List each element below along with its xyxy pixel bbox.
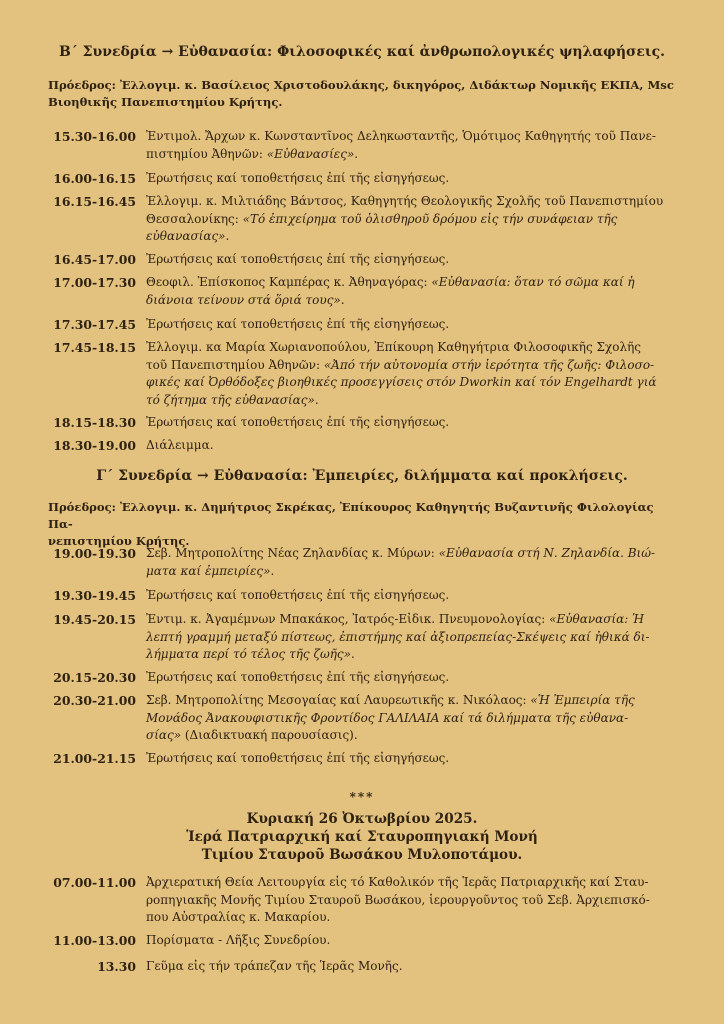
text-line: τό ζήτημα τῆς εὐθανασίας». [146,392,319,407]
time-slot: 17.30-17.45 [53,317,136,332]
item-text [146,170,682,188]
text-line: Πορίσματα - Λῆξις Συνεδρίου. [146,933,331,947]
text-line: φικές καί Ὀρθόδοξες βιοηθικές προσεγγίσεις στόν Dworkin καί τόν Engelhardt γιά [146,375,657,389]
text-line: σίας» (Διαδικτυακή παρουσίασις). [146,728,358,742]
text-line: Διάλειμμα. [146,438,214,452]
time-slot: 07.00-11.00 [53,875,136,890]
time-slot: 20.15-20.30 [53,670,136,685]
time-slot: 21.00-21.15 [53,751,136,766]
sunday-date: Κυριακή 26 Ὀκτωβρίου 2025. [246,811,478,827]
session-c-chair-line-1 [48,499,680,533]
sunday-venue-line-2: Τιμίου Σταυροῦ Βωσάκου Μυλοποτάμου. [201,847,523,863]
time-slot: 18.30-19.00 [53,438,136,453]
text-line: πιστημίου Ἀθηνῶν: «Εὐθανασίες». [146,146,359,161]
text-line: Ἐρωτήσεις καί τοποθετήσεις ἐπί τῆς εἰσηγήσεως. [146,317,450,331]
session-c-title: Γ΄ Συνεδρία → Εὐθανασία: Ἐμπειρίες, διλήμματα καί προκλήσεις. [96,468,628,484]
item-text [146,128,682,163]
session-b-chair-line-2: Βιοηθικῆς Πανεπιστημίου Κρήτης. [48,95,283,109]
text-line: Ἐρωτήσεις καί τοποθετήσεις ἐπί τῆς εἰσηγήσεως. [146,751,450,765]
session-b-chair-name: Ἐλλογιμ. κ. Βασίλειος Χριστοδουλάκης, δικηγόρος, Διδάκτωρ Νομικῆς ΕΚΠΑ, Msc [120,78,674,92]
text-line: Σεβ. Μητροπολίτης Νέας Ζηλανδίας κ. Μύρων: «Εὐθανασία στή Ν. Ζηλανδία. Βιώ- [146,546,656,560]
item-text [146,611,682,664]
section-separator: *** [349,790,375,804]
time-slot: 11.00-13.00 [53,933,136,948]
text-line: διάνοια τείνουν στά ὅριά τους». [146,292,345,307]
time-slot: 19.00-19.30 [53,546,136,561]
item-text [146,339,682,409]
text-line: τοῦ Πανεπιστημίου Ἀθηνῶν: «Ἀπό τήν αὐτονομία στήν ἱερότητα τῆς ζωῆς: Φιλοσο- [146,357,655,372]
time-slot: 17.45-18.15 [53,340,136,355]
time-slot: 19.30-19.45 [53,588,136,603]
text-line: λεπτή γραμμή μεταξύ πίστεως, ἐπιστήμης καί ἀξιοπρεπείας-Σκέψεις καί ἠθικά δι- [146,629,650,644]
item-text [146,587,682,605]
text-line: ροπηγιακῆς Μονῆς Τιμίου Σταυροῦ Βωσάκου, ἱερουργοῦντος τοῦ Σεβ. Ἀρχιεπισκό- [146,892,650,907]
text-line: Ἐρωτήσεις καί τοποθετήσεις ἐπί τῆς εἰσηγήσεως. [146,588,450,602]
text-line: Γεῦμα εἰς τήν τράπεζαν τῆς Ἱερᾶς Μονῆς. [146,959,403,973]
time-slot: 20.30-21.00 [53,693,136,708]
session-b-title: Β΄ Συνεδρία → Εὐθανασία: Φιλοσοφικές καί ἀνθρωπολογικές ψηλαφήσεις. [58,44,666,60]
item-text [146,274,682,309]
time-slot: 16.45-17.00 [53,252,136,267]
item-text [146,545,682,580]
item-text [146,316,682,334]
text-line: Ἐρωτήσεις καί τοποθετήσεις ἐπί τῆς εἰσηγήσεως. [146,415,450,429]
text-line: Μονάδος Ἀνακουφιστικῆς Φροντίδος ΓΑΛΙΛΑΙΑ καί τά διλήμματα τῆς εὐθανα- [146,710,629,725]
item-text [146,193,682,246]
session-b-chair-label: Πρόεδρος: [48,78,116,92]
item-text [146,669,682,687]
text-line: Ἐρωτήσεις καί τοποθετήσεις ἐπί τῆς εἰσηγήσεως. [146,252,450,266]
text-line: Ἐρωτήσεις καί τοποθετήσεις ἐπί τῆς εἰσηγήσεως. [146,171,450,185]
item-text [146,414,682,432]
text-line: Ἐντιμολ. Ἄρχων κ. Κωνσταντῖνος Δεληκωσταντῆς, Ὁμότιμος Καθηγητής τοῦ Πανε- [146,129,656,143]
text-line: ματα καί ἐμπειρίες». [146,563,275,578]
item-text [146,437,682,455]
item-text [146,958,682,976]
time-slot: 15.30-16.00 [53,129,136,144]
time-slot: 16.00-16.15 [53,171,136,186]
text-line: Ἐρωτήσεις καί τοποθετήσεις ἐπί τῆς εἰσηγήσεως. [146,670,450,684]
time-slot: 16.15-16.45 [53,194,136,209]
time-slot: 19.45-20.15 [53,612,136,627]
item-text [146,932,682,950]
session-c-chair-label: Πρόεδρος: [48,500,116,514]
text-line: Ἐλλογιμ. κ. Μιλτιάδης Βάντσος, Καθηγητής Θεολογικῆς Σχολῆς τοῦ Πανεπιστημίου [146,194,664,208]
time-slot: 13.30 [97,959,136,974]
text-line: Θεσσαλονίκης: «Τό ἐπιχείρημα τοῦ ὀλισθηροῦ δρόμου εἰς τήν συνάφειαν τῆς [146,211,618,226]
item-text [146,692,682,745]
session-c-chair-line-2: νεπιστημίου Κρήτης. [48,534,190,548]
text-line: λήμματα περί τό τέλος τῆς ζωῆς». [146,647,355,661]
session-b-chair-line-1 [48,77,680,94]
time-slot: 17.00-17.30 [53,275,136,290]
item-text [146,251,682,269]
text-line: Σεβ. Μητροπολίτης Μεσογαίας καί Λαυρεωτικῆς κ. Νικόλαος: «Ἡ Ἐμπειρία τῆς [146,693,635,707]
sunday-venue-line-1: Ἱερά Πατριαρχική καί Σταυροπηγιακή Μονή [186,829,538,845]
session-b-chair [48,77,680,111]
text-line: Ἀρχιερατική Θεία Λειτουργία εἰς τό Καθολικόν τῆς Ἱερᾶς Πατριαρχικῆς καί Σταυ- [146,875,649,889]
item-text [146,874,682,927]
text-line: που Αὐστραλίας κ. Μακαρίου. [146,910,331,924]
session-c-chair [48,499,680,550]
item-text [146,750,682,768]
time-slot: 18.15-18.30 [53,415,136,430]
text-line: Θεοφιλ. Ἐπίσκοπος Καμπέρας κ. Ἀθηναγόρας: «Εὐθανασία: ὅταν τό σῶμα καί ἡ [146,275,635,289]
text-line: Ἐντιμ. κ. Ἀγαμέμνων Μπακάκος, Ἰατρός-Εἰδικ. Πνευμονολογίας: «Εὐθανασία: Ἡ [146,612,644,626]
text-line: Ἐλλογιμ. κα Μαρία Χωριανοπούλου, Ἐπίκουρη Καθηγήτρια Φιλοσοφικῆς Σχολῆς [146,340,642,354]
session-c-chair-name: Ἐλλογιμ. κ. Δημήτριος Σκρέκας, Ἐπίκουρος Καθηγητής Βυζαντινῆς Φιλολογίας Πα- [48,500,654,531]
text-line: εὐθανασίας». [146,229,230,243]
